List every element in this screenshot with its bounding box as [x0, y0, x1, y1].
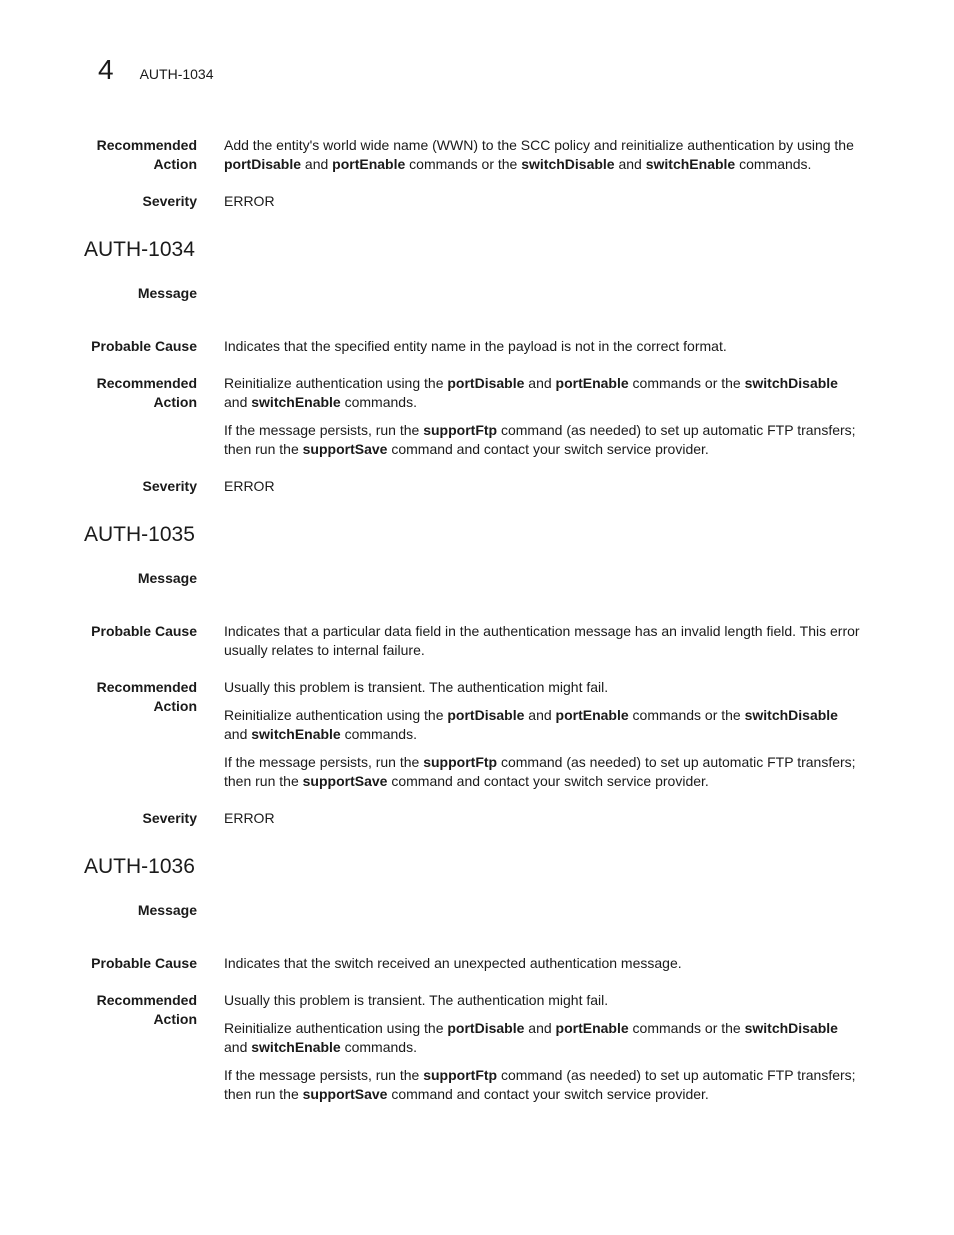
severity-label: Severity	[142, 193, 197, 209]
chapter-number: 4	[98, 54, 114, 85]
running-title: AUTH-1034	[139, 66, 214, 82]
recommended-action-text: Usually this problem is transient. The authentication might fail. Reinitialize authentication using the portDisable and portEnable commands or the switchDisable and switchEnable commands. If the message persists, run the supportFtp command (as needed) to set up automatic FTP transfers; then run the supportSave command and contact your switch service provider.	[224, 679, 856, 789]
probable-cause-text: Indicates that a particular data field in the authentication message has an invalid length field. This error usually relates to internal failure.	[224, 623, 860, 658]
recommended-action-label: Recommended Action	[96, 679, 197, 714]
recommended-action-label: Recommended Action	[96, 992, 197, 1027]
recommended-action-text: Usually this problem is transient. The authentication might fail. Reinitialize authentication using the portDisable and portEnable commands or the switchDisable and switchEnable commands. If the message persists, run the supportFtp command (as needed) to set up automatic FTP transfers; then run the supportSave command and contact your switch service provider.	[224, 992, 856, 1102]
message-label: Message	[137, 570, 197, 586]
section-title-auth-1034: AUTH-1034	[84, 238, 195, 261]
recommended-action-text: Add the entity's world wide name (WWN) to the SCC policy and reinitialize authentication by using the portDisable and portEnable commands or the switchDisable and switchEnable commands.	[224, 137, 854, 172]
probable-cause-text: Indicates that the switch received an unexpected authentication message.	[224, 955, 682, 971]
probable-cause-text: Indicates that the specified entity name in the payload is not in the correct format.	[224, 338, 727, 354]
probable-cause-label: Probable Cause	[91, 623, 197, 639]
severity-value: ERROR	[224, 193, 275, 209]
section-title-auth-1035: AUTH-1035	[84, 523, 195, 546]
message-label: Message	[137, 902, 197, 918]
message-label: Message	[137, 285, 197, 301]
recommended-action-text: Reinitialize authentication using the portDisable and portEnable commands or the switchDisable and switchEnable commands. If the message persists, run the supportFtp command (as needed) to set up automatic FTP transfers; then run the supportSave command and contact your switch service provider.	[224, 375, 856, 457]
severity-value: ERROR	[224, 810, 275, 826]
section-title-auth-1036: AUTH-1036	[84, 855, 195, 878]
probable-cause-label: Probable Cause	[91, 338, 197, 354]
page-header	[98, 56, 214, 84]
recommended-action-label: Recommended Action	[96, 137, 197, 172]
severity-label: Severity	[142, 478, 197, 494]
severity-label: Severity	[142, 810, 197, 826]
probable-cause-label: Probable Cause	[91, 955, 197, 971]
recommended-action-label: Recommended Action	[96, 375, 197, 410]
severity-value: ERROR	[224, 478, 275, 494]
